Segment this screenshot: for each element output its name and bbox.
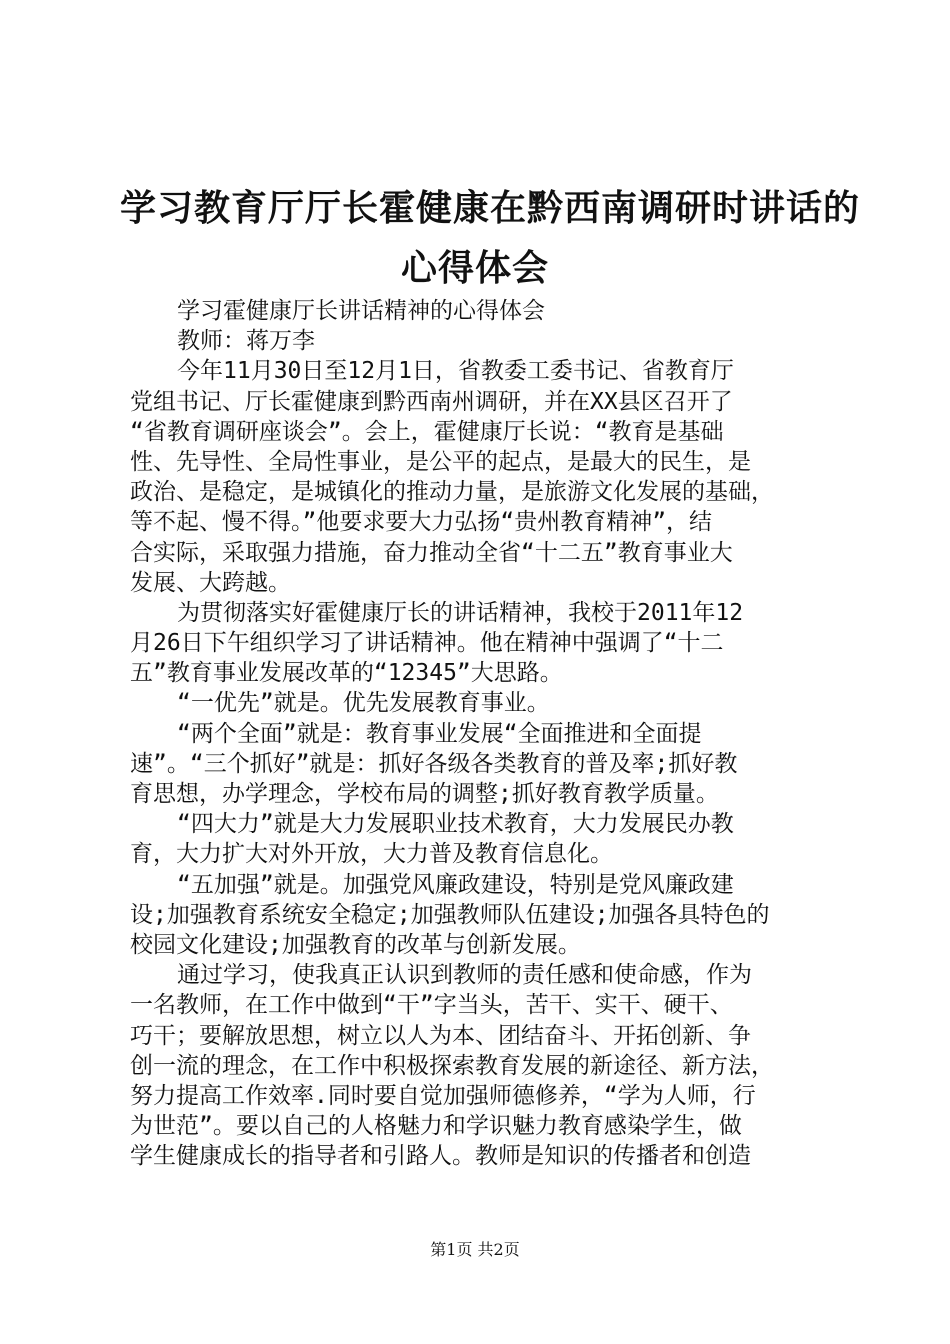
body-line: 育思想，办学理念，学校布局的调整;抓好教育教学质量。 xyxy=(130,781,719,807)
body-line: 合实际，采取强力措施，奋力推动全省“十二五”教育事业大 xyxy=(130,539,733,566)
body-line: 为世范”。要以自己的人格魅力和学识魅力教育感染学生，做 xyxy=(130,1113,742,1140)
body-line: “四大力”就是大力发展职业技术教育，大力发展民办教 xyxy=(177,811,734,838)
body-line: 今年11月30日至12月1日，省教委工委书记、省教育厅 xyxy=(177,358,734,385)
body-line: 教师：蒋万李 xyxy=(177,328,315,355)
body-line: 发展、大跨越。 xyxy=(130,569,291,596)
body-line: 政治、是稳定，是城镇化的推动力量，是旅游文化发展的基础， xyxy=(130,479,774,506)
document-title-line-2: 心得体会 xyxy=(400,247,549,289)
body-line: 学生健康成长的指导者和引路人。教师是知识的传播者和创造 xyxy=(130,1143,751,1170)
document-body xyxy=(130,296,835,1171)
body-line: 努力提高工作效率.同时要自觉加强师德修养，“学为人师，行 xyxy=(130,1082,756,1109)
body-line: 五”教育事业发展改革的“12345”大思路。 xyxy=(130,660,563,687)
page-footer: 第1页 共2页 xyxy=(430,1240,520,1259)
body-line: 性、先导性、全局性事业，是公平的起点，是最大的民生，是 xyxy=(130,448,751,475)
body-line: “两个全面”就是：教育事业发展“全面推进和全面提 xyxy=(177,720,702,747)
body-line: 通过学习，使我真正认识到教师的责任感和使命感，作为 xyxy=(177,962,752,989)
body-line: 速”。“三个抓好”就是：抓好各级各类教育的普及率;抓好教 xyxy=(130,750,738,777)
document-title-line-1: 学习教育厅厅长霍健康在黔西南调研时讲话的 xyxy=(120,187,861,229)
body-line: 为贯彻落实好霍健康厅长的讲话精神，我校于2011年12 xyxy=(177,599,744,626)
body-line: 学习霍健康厅长讲话精神的心得体会 xyxy=(177,298,545,324)
body-line: 月26日下午组织学习了讲话精神。他在精神中强调了“十二 xyxy=(130,630,724,657)
body-line: 校园文化建设;加强教育的改革与创新发展。 xyxy=(130,931,581,958)
body-line: 创一流的理念，在工作中积极探索教育发展的新途径、新方法， xyxy=(130,1052,774,1079)
body-line: 一名教师，在工作中做到“干”字当头，苦干、实干、硬干、 xyxy=(130,992,733,1019)
body-line: 党组书记、厅长霍健康到黔西南州调研，并在XX县区召开了 xyxy=(130,388,733,415)
body-line: “省教育调研座谈会”。会上，霍健康厅长说：“教育是基础 xyxy=(130,418,724,445)
body-line: “五加强”就是。加强党风廉政建设，特别是党风廉政建 xyxy=(177,871,734,898)
body-line: 育，大力扩大对外开放，大力普及教育信息化。 xyxy=(130,841,613,868)
body-line: “一优先”就是。优先发展教育事业。 xyxy=(177,690,550,717)
body-line: 等不起、慢不得。”他要求要大力弘扬“贵州教育精神”，结 xyxy=(130,509,713,536)
body-line: 巧干；要解放思想，树立以人为本、团结奋斗、开拓创新、争 xyxy=(130,1022,751,1049)
body-line: 设;加强教育系统安全稳定;加强教师队伍建设;加强各具特色的 xyxy=(130,901,770,928)
